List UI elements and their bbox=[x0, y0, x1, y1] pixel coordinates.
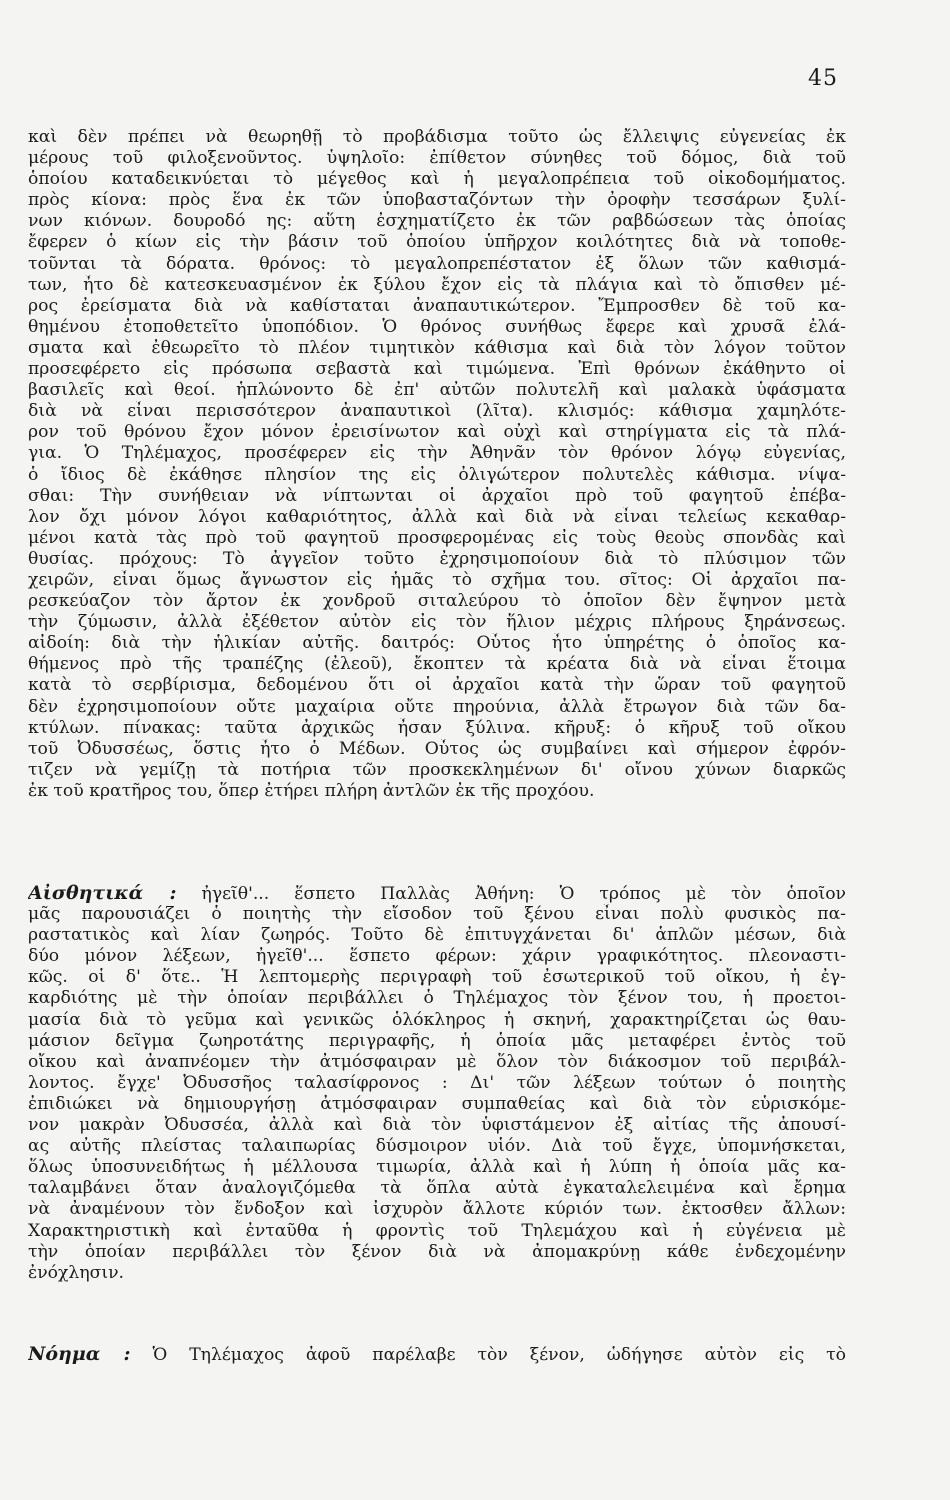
text-line: ρεσκεύαζον τὸν ἄρτον ἐκ χονδροῦ σιταλεύρου τὸ ὁποῖον δὲν ἔψηνον μετὰ bbox=[28, 591, 846, 612]
commentary-paragraph bbox=[28, 127, 846, 802]
text-line: νὰ ἀναμένουν τὸν ἔνδοξον καὶ ἰσχυρὸν ἄλλοτε κύριόν των. ἐκτοσθεν ἄλλων: bbox=[28, 1199, 846, 1220]
text-line: ὅλως ὑποσυνειδήτως ἡ μέλλουσα τιμωρία, ἀλλὰ καὶ ἡ λύπη ἡ ὁποία μᾶς κα- bbox=[28, 1157, 846, 1178]
text-line: κῶς. οἱ δ' ὅτε.. Ἡ λεπτομερὴς περιγραφὴ τοῦ ἐσωτερικοῦ τοῦ οἴκου, ἡ ἐγ- bbox=[28, 967, 846, 988]
text-line: αἰδοίη: διὰ τὴν ἡλικίαν αὐτῆς. δαιτρός: Οὗτος ἦτο ὑπηρέτης ὁ ὁποῖος κα- bbox=[28, 633, 846, 654]
text-line: θημένου ἐτοποθετεῖτο ὑποπόδιον. Ὁ θρόνος συνήθως ἔφερε καὶ χρυσᾶ ἐλά- bbox=[28, 316, 846, 337]
text-line: μασία διὰ τὸ γεῦμα καὶ γενικῶς ὁλόκληρος ἡ σκηνή, χαρακτηρίζεται ὡς θαυ- bbox=[28, 1009, 846, 1030]
text-line: πρὸς κίονα: πρὸς ἕνα ἐκ τῶν ὑποβασταζόντων τὴν ὀροφὴν τεσσάρων ξυλί- bbox=[28, 190, 846, 211]
text-line bbox=[28, 1344, 846, 1365]
text-line: σματα καὶ ἐθεωρεῖτο τὸ πλέον τιμητικὸν κάθισμα καὶ διὰ τὸν λόγον τοῦτον bbox=[28, 337, 846, 358]
text-line: ρον τοῦ θρόνου ἔχον μόνον ἐρεισίνωτον καὶ οὐχὶ καὶ στηρίγματα εἰς τὰ πλά- bbox=[28, 422, 846, 443]
text-line: τὴν ὁποίαν περιβάλλει τὸν ξένον διὰ νὰ ἀπομακρύνῃ κάθε ἐνδεχομένην bbox=[28, 1241, 846, 1262]
heading-line-rest: ἠγεῖθ'... ἕσπετο Παλλὰς Ἀθήνη: Ὁ τρόπος μὲ τὸν ὁποῖον bbox=[201, 884, 846, 904]
text-line: διὰ νὰ εἶναι περισσότερον ἀναπαυτικοὶ (λῖτα). κλισμός: κάθισμα χαμηλότε- bbox=[28, 401, 846, 422]
text-line: μένοι κατὰ τὰς πρὸ τοῦ φαγητοῦ προσφερομένας εἰς τοὺς θεοὺς σπονδὰς καὶ bbox=[28, 527, 846, 548]
text-line: προσεφέρετο εἰς πρόσωπα σεβαστὰ καὶ τιμώμενα. Ἐπὶ θρόνων ἐκάθηντο οἱ bbox=[28, 359, 846, 380]
text-line: ταλαμβάνει ὅταν ἀναλογιζόμεθα τὰ ὅπλα αὐτὰ ἐγκαταλελειμένα καὶ ἔρημα bbox=[28, 1178, 846, 1199]
text-line: θήμενος πρὸ τῆς τραπέζης (ἐλεοῦ), ἔκοπτεν τὰ κρέατα διὰ νὰ εἶναι ἕτοιμα bbox=[28, 654, 846, 675]
text-line: καρδιότης μὲ τὴν ὁποίαν περιβάλλει ὁ Τηλέμαχος τὸν ξένον του, ἡ προετοι- bbox=[28, 988, 846, 1009]
meaning-paragraph bbox=[28, 1344, 846, 1365]
text-line: βασιλεῖς καὶ θεοί. ἡπλώνοντο δὲ ἐπ' αὐτῶν πολυτελῆ καὶ μαλακὰ ὑφάσματα bbox=[28, 380, 846, 401]
text-line: ραστατικὸς καὶ λίαν ζωηρός. Τοῦτο δὲ ἐπιτυγχάνεται δι' ἁπλῶν μέσων, διὰ bbox=[28, 925, 846, 946]
text-line: ας αὐτῆς πλείστας ταλαιπωρίας δύσμοιρον υἱόν. Διὰ τοῦ ἔγχε, ὑπομνήσκεται, bbox=[28, 1136, 846, 1157]
text-line: δύο μόνον λέξεων, ἠγεῖθ'... ἕσπετο φέρων: χάριν γραφικότητος. πλεοναστι- bbox=[28, 946, 846, 967]
text-line: μάσιον δεῖγμα ζωηροτάτης περιγραφῆς, ἡ ὁποία μᾶς μεταφέρει ἐντὸς τοῦ bbox=[28, 1030, 846, 1051]
aesthetics-paragraph bbox=[28, 883, 846, 1284]
text-line: μᾶς παρουσιάζει ὁ ποιητὴς τὴν εἴσοδον τοῦ ξένου εἶναι πολὺ φυσικὸς πα- bbox=[28, 904, 846, 925]
text-line: τὴν ζύμωσιν, ἀλλὰ ἐξέθετον αὐτὸν εἰς τὸν ἥλιον μέχρις πλήρους ξηράνσεως. bbox=[28, 612, 846, 633]
text-line: καὶ δὲν πρέπει νὰ θεωρηθῇ τὸ προβάδισμα τοῦτο ὡς ἔλλειψις εὐγενείας ἐκ bbox=[28, 127, 846, 147]
page-number: 45 bbox=[808, 66, 838, 91]
text-line: τοῦ Ὀδυσσέως, ὅστις ἦτο ὁ Μέδων. Οὗτος ὡς συμβαίνει καὶ σήμερον ἐφρόν- bbox=[28, 738, 846, 759]
text-line: ὁ ἴδιος δὲ ἐκάθησε πλησίον της εἰς ὀλιγώτερον πολυτελὲς κάθισμα. νίψα- bbox=[28, 464, 846, 485]
text-line: ὁποίου καταδεικνύεται τὸ μέγεθος καὶ ἡ μεγαλοπρέπεια τοῦ οἰκοδομήματος. bbox=[28, 169, 846, 190]
text-line: νον μακρὰν Ὀδυσσέα, ἀλλὰ καὶ διὰ τὸν ὑφιστάμενον ἐξ αἰτίας τῆς ἀπουσί- bbox=[28, 1115, 846, 1136]
text-line: δὲν ἐχρησιμοποίουν οὔτε μαχαίρια οὔτε πηρούνια, ἀλλὰ ἔτρωγον διὰ τῶν δα- bbox=[28, 696, 846, 717]
text-line: λοντος. ἔγχε' Ὀδυσσῆος ταλασίφρονος : Δι' τῶν λέξεων τούτων ὁ ποιητὴς bbox=[28, 1072, 846, 1093]
text-line: για. Ὁ Τηλέμαχος, προσέφερεν εἰς τὴν Ἀθηνᾶν τὸν θρόνον λόγῳ εὐγενίας, bbox=[28, 443, 846, 464]
text-line: οἴκου καὶ ἀναπνέομεν τὴν ἀτμόσφαιραν μὲ ὅλον τὸν διάκοσμον τοῦ περιβάλ- bbox=[28, 1051, 846, 1072]
section-heading-meaning: Νόημα : bbox=[28, 1344, 131, 1365]
text-line: των, ἦτο δὲ κατεσκευασμένον ἐκ ξύλου ἔχον εἰς τὰ πλάγια καὶ τὸ ὄπισθεν μέ- bbox=[28, 274, 846, 295]
text-line: ἐπιδιώκει νὰ δημιουργήσῃ ἀτμόσφαιραν συμπαθείας καὶ διὰ τὸν εὑρισκόμε- bbox=[28, 1093, 846, 1114]
text-line: ἐνόχλησιν. bbox=[28, 1262, 125, 1283]
text-line: σθαι: Τὴν συνήθειαν νὰ νίπτωνται οἱ ἀρχαῖοι πρὸ τοῦ φαγητοῦ ἐπέβα- bbox=[28, 485, 846, 506]
text-line: ἔφερεν ὁ κίων εἰς τὴν βάσιν τοῦ ὁποίου ὑπῆρχον κοιλότητες διὰ νὰ τοποθε- bbox=[28, 232, 846, 253]
text-line: νων κιόνων. δουροδό ης: αὕτη ἐσχηματίζετο ἐκ τῶν ραβδώσεων τὰς ὁποίας bbox=[28, 211, 846, 232]
text-line bbox=[28, 883, 846, 904]
text-line: θυσίας. πρόχους: Τὸ ἀγγεῖον τοῦτο ἐχρησιμοποίουν διὰ τὸ πλύσιμον τῶν bbox=[28, 548, 846, 569]
text-line: τιζεν νὰ γεμίζῃ τὰ ποτήρια τῶν προσκεκλημένων δι' οἴνου χύνων διαρκῶς bbox=[28, 759, 846, 780]
text-line: μέρους τοῦ φιλοξενοῦντος. ὑψηλοῖο: ἐπίθετον σύνηθες τοῦ δόμος, διὰ τοῦ bbox=[28, 148, 846, 169]
text-line: ρος ἐρείσματα διὰ νὰ καθίσταται ἀναπαυτικώτερον. Ἔμπροσθεν δὲ τοῦ κα- bbox=[28, 295, 846, 316]
text-line: ἐκ τοῦ κρατῆρος του, ὅπερ ἐτήρει πλήρη ἀντλῶν ἐκ τῆς προχόου. bbox=[28, 780, 595, 801]
heading-line-rest: Ὁ Τηλέμαχος ἀφοῦ παρέλαβε τὸν ξένον, ὡδήγησε αὐτὸν εἰς τὸ bbox=[152, 1345, 846, 1365]
text-line: χειρῶν, εἶναι ὅμως ἄγνωστον εἰς ἡμᾶς τὸ σχῆμα του. σῖτος: Οἱ ἀρχαῖοι πα- bbox=[28, 569, 846, 590]
section-heading-aesthetics: Αἰσθητικά : bbox=[28, 883, 177, 904]
text-line: κατὰ τὸ σερβίρισμα, δεδομένου ὅτι οἱ ἀρχαῖοι κατὰ τὴν ὥραν τοῦ φαγητοῦ bbox=[28, 675, 846, 696]
text-line: Χαρακτηριστικὴ καὶ ἐνταῦθα ἡ φροντὶς τοῦ Τηλεμάχου καὶ ἡ εὐγένεια μὲ bbox=[28, 1220, 846, 1241]
text-line: τοῦνται τὰ δόρατα. θρόνος: τὸ μεγαλοπρεπέστατον ἐξ ὅλων τῶν καθισμά- bbox=[28, 253, 846, 274]
text-line: κτύλων. πίνακας: ταῦτα ἀρχικῶς ἦσαν ξύλινα. κῆρυξ: ὁ κῆρυξ τοῦ οἴκου bbox=[28, 717, 846, 738]
text-line: λον ὄχι μόνον λόγοι καθαριότητος, ἀλλὰ καὶ διὰ νὰ εἶναι τελείως κεκαθαρ- bbox=[28, 506, 846, 527]
